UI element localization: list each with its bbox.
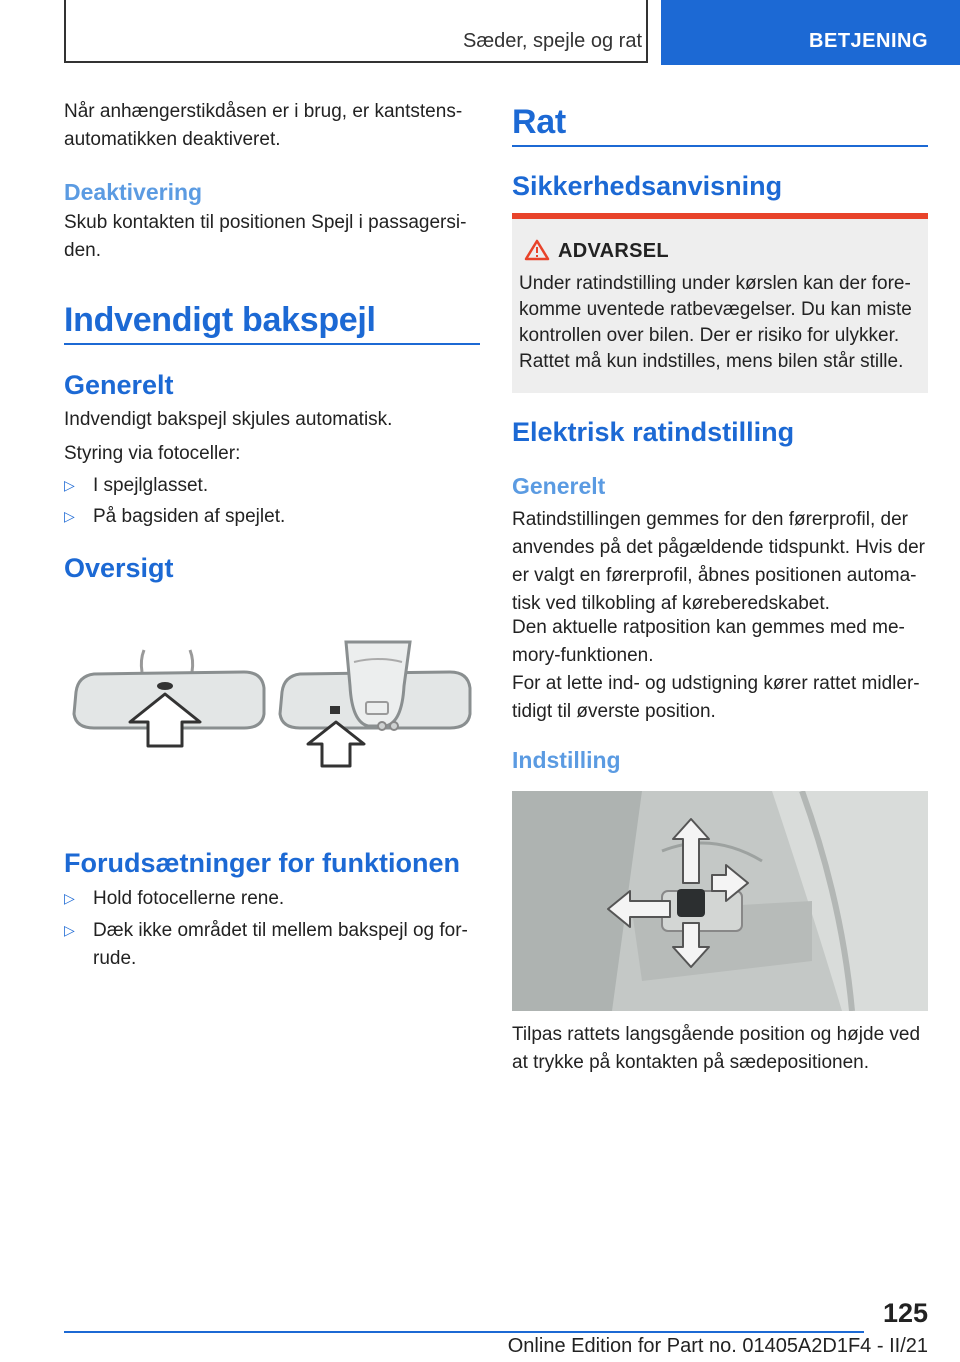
footer-edition: Online Edition for Part no. 01405A2D1F4 - II/21 (507, 1335, 928, 1357)
list-item: ▷ Dæk ikke området til mellem bakspejl og forrude. (64, 920, 468, 969)
generelt-paragraph: Ratindstillingen gemmes for den førerprofil, der anvendes på det pågældende tidspunkt. Hvis der er valgt en førerprofil, åbnes positionen automatisk ved tilkobling af køreberedskabet. (512, 509, 925, 614)
styring-text: Styring via fotoceller: (64, 443, 241, 464)
warning-bar (512, 213, 928, 219)
generelt-paragraph: For at lette ind- og udstigning kører rattet midlertidigt til øverste position. (512, 673, 920, 722)
heading-rule (64, 343, 480, 345)
generelt-heading-right: Generelt (512, 473, 606, 499)
list-item: ▷ Hold fotocellerne rene. (64, 888, 285, 909)
chapter-title: Sæder, spejle og rat (463, 30, 642, 52)
warning-text: Under ratindstilling under kørslen kan der forekomme uventede ratbevægelser. Du kan miste kontrollen over bilen. Der er risiko for ulykker. Rattet må kun indstilles, mens bilen står stille. (519, 273, 912, 372)
heading-rule (512, 145, 928, 147)
forudsaetninger-heading: Forudsætninger for funktionen (64, 848, 460, 878)
generelt-heading: Generelt (64, 370, 174, 400)
mirror-illustration (64, 628, 480, 780)
generelt-paragraph: Den aktuelle ratposition kan gemmes med memory-funktionen. (512, 617, 905, 666)
elektrisk-heading: Elektrisk ratindstilling (512, 417, 795, 447)
oversigt-heading: Oversigt (64, 553, 174, 583)
footer-rule (64, 1331, 864, 1333)
warning-triangle-icon (524, 239, 550, 266)
sikkerhed-heading: Sikkerhedsanvisning (512, 171, 783, 201)
warning-title: ADVARSEL (558, 240, 669, 262)
warning-box (512, 213, 928, 393)
bullet-triangle-icon: ▷ (64, 508, 75, 524)
steering-adjust-photo (512, 791, 928, 1011)
indstilling-caption: Tilpas rattets langsgående position og højde ved at trykke på kontakten på sædepositionen. (512, 1024, 921, 1073)
deaktivering-text: Skub kontakten til positionen Spejl i passagersiden. (64, 212, 467, 261)
bullet-triangle-icon: ▷ (64, 890, 75, 906)
intro-paragraph: Når anhængerstikdåsen er i brug, er kantstensautomatikken deaktiveret. (64, 101, 463, 150)
bullet-triangle-icon: ▷ (64, 477, 75, 493)
deaktivering-heading: Deaktivering (64, 179, 203, 205)
list-item: ▷ I spejlglasset. (64, 475, 209, 496)
indstilling-heading: Indstilling (512, 747, 621, 773)
mirror-heading: Indvendigt bakspejl (64, 301, 376, 339)
list-item: ▷ På bagsiden af spejlet. (64, 506, 286, 527)
generelt-text: Indvendigt bakspejl skjules automatisk. (64, 409, 393, 430)
section-tab (661, 0, 960, 65)
rat-heading: Rat (512, 103, 566, 141)
page-number: 125 (882, 1298, 928, 1328)
section-label: BETJENING (809, 30, 928, 52)
bullet-triangle-icon: ▷ (64, 922, 75, 938)
